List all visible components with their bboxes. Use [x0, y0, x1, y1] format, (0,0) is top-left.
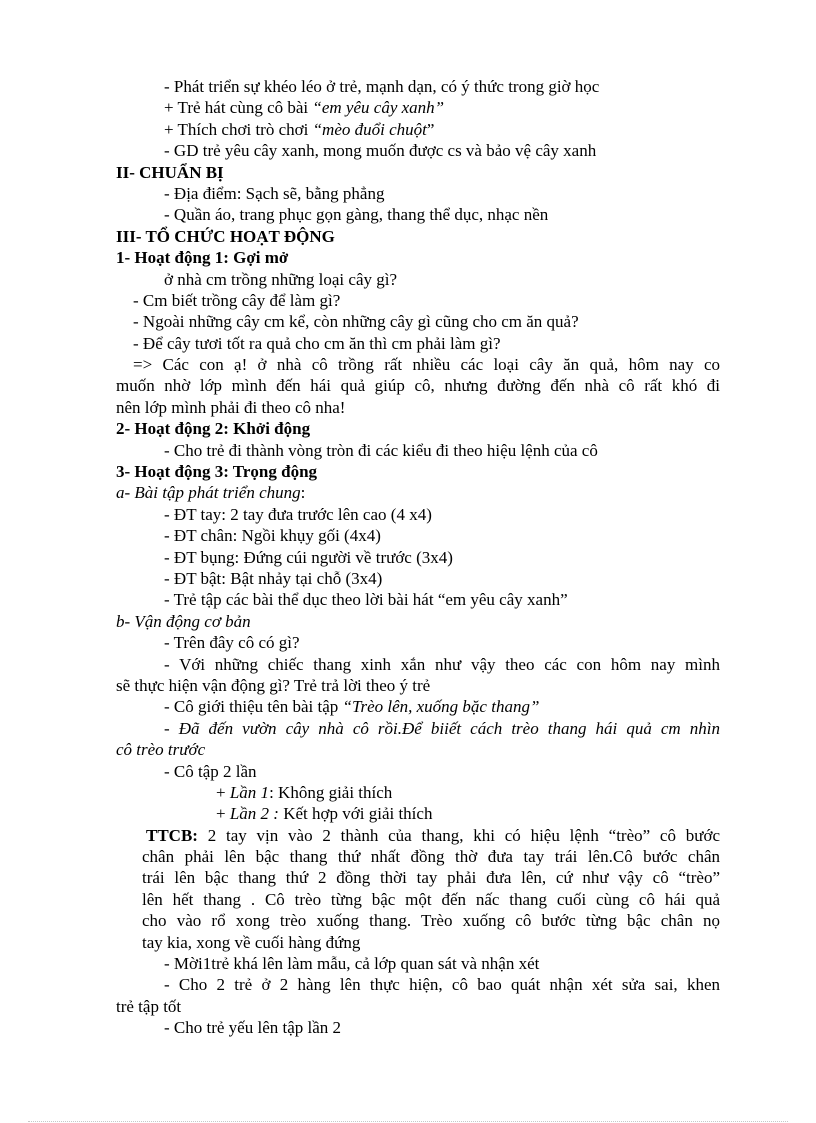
text-line: - Quần áo, trang phục gọn gàng, thang thể dục, nhạc nền — [164, 205, 549, 225]
page-bottom-divider — [28, 1121, 788, 1122]
section-heading: III- TỔ CHỨC HOẠT ĐỘNG — [116, 226, 335, 246]
text-line: - Cho trẻ yếu lên tập lần 2 — [164, 1018, 342, 1038]
text-span: : Không giải thích — [269, 782, 393, 802]
text-span: ” — [426, 119, 435, 139]
ttcb-line — [116, 825, 720, 846]
text-line: - ĐT chân: Ngồi khụy gối (4x4) — [164, 526, 381, 546]
paragraph-line: - Đã đến vườn cây nhà cô rồi.Để biiết cách trèo thang hái quả cm nhìn — [164, 718, 720, 738]
game-title: “mèo đuổi chuột — [312, 119, 427, 139]
paragraph-line: nên lớp mình phải đi theo cô nha! — [116, 397, 346, 417]
text-line — [116, 119, 720, 140]
paragraph-line: trẻ tập tốt — [116, 996, 182, 1016]
text-line: - ĐT tay: 2 tay đưa trước lên cao (4 x4) — [164, 504, 432, 524]
round-label: Lần 2 : — [229, 804, 279, 824]
text-line: - Ngoài những cây cm kể, còn những cây gì cũng cho cm ăn quả? — [133, 312, 579, 332]
ttcb-label: TTCB: — [146, 825, 198, 845]
ttcb-line: chân phải lên bậc thang thứ nhất đồng thờ đưa tay trái lên.Cô bước chân — [142, 847, 720, 867]
activity-heading: 2- Hoạt động 2: Khởi động — [116, 419, 311, 439]
subsection-title: a- Bài tập phát triển chung — [116, 483, 301, 503]
text-span: + Thích chơi trò chơi — [164, 119, 313, 139]
text-span: 2 tay vịn vào 2 thành của thang, khi có hiệu lệnh “trèo” cô bước — [197, 825, 720, 845]
text-line: - Trẻ tập các bài thể dục theo lời bài hát “em yêu cây xanh” — [164, 590, 568, 610]
activity-heading: 1- Hoạt động 1: Gợi mở — [116, 248, 289, 268]
text-span: : — [300, 483, 306, 503]
text-line — [116, 696, 720, 717]
paragraph-line: - Với những chiếc thang xinh xắn như vậy theo các con hôm nay mình — [164, 654, 720, 674]
text-line: - Cho trẻ đi thành vòng tròn đi các kiểu đi theo hiệu lệnh của cô — [164, 440, 598, 460]
text-line: ở nhà cm trồng những loại cây gì? — [164, 269, 398, 289]
ttcb-line: tay kia, xong về cuối hàng đứng — [142, 932, 361, 952]
text-line: - Để cây tươi tốt ra quả cho cm ăn thì cm phải làm gì? — [133, 333, 501, 353]
text-span: - Cô giới thiệu tên bài tập — [164, 697, 343, 717]
paragraph-line: cô trèo trước — [116, 740, 206, 760]
text-line: - Phát triển sự khéo léo ở trẻ, mạnh dạn, có ý thức trong giờ học — [164, 77, 600, 96]
text-span: Kết hợp với giải thích — [278, 804, 433, 824]
paragraph-line: muốn nhờ lớp mình đến hái quả giúp cô, nhưng đường đến nhà cô rất khó đi — [116, 376, 720, 396]
paragraph-line: - Cho 2 trẻ ở 2 hàng lên thực hiện, cô bao quát nhận xét sửa sai, khen — [164, 975, 720, 995]
text-line: - Cm biết trồng cây để làm gì? — [133, 290, 341, 310]
paragraph-line: sẽ thực hiện vận động gì? Trẻ trả lời theo ý trẻ — [116, 675, 431, 695]
ttcb-line: trái lên bậc thang thứ 2 đồng thời tay phải đưa lên, cứ như vậy cô “trèo” — [142, 868, 720, 888]
exercise-title: “Trèo lên, xuống bặc thang” — [342, 697, 540, 717]
text-span: + — [216, 782, 230, 802]
ttcb-line: lên hết thang . Cô trèo từng bậc một đến nấc thang cuối cùng cô hái quả — [142, 889, 720, 909]
ttcb-line: cho vào rổ xong trèo xuống thang. Trèo xuống cô bước từng bậc chân nọ — [142, 911, 720, 931]
text-line — [116, 97, 720, 118]
text-line: - ĐT bụng: Đứng cúi người về trước (3x4) — [164, 547, 453, 567]
song-title: “em yêu cây xanh” — [312, 98, 445, 118]
text-line: - Địa điểm: Sạch sẽ, bằng phẳng — [164, 183, 385, 203]
subsection-heading — [116, 482, 720, 503]
text-line: - GD trẻ yêu cây xanh, mong muốn được cs và bảo vệ cây xanh — [164, 141, 597, 161]
text-span: + Trẻ hát cùng cô bài — [164, 98, 313, 118]
text-line — [116, 803, 720, 824]
section-heading: II- CHUẨN BỊ — [116, 162, 224, 182]
round-label: Lần 1 — [229, 782, 270, 802]
text-line: - Trên đây cô có gì? — [164, 633, 300, 653]
text-line: - Mời1trẻ khá lên làm mẫu, cả lớp quan sát và nhận xét — [164, 954, 540, 974]
document-body — [116, 76, 720, 1039]
paragraph-line: => Các con ạ! ở nhà cô trồng rất nhiều các loại cây ăn quả, hôm nay co — [133, 355, 720, 375]
text-span: + — [216, 804, 230, 824]
text-line: - ĐT bật: Bật nhảy tại chỗ (3x4) — [164, 568, 383, 588]
text-line: - Cô tập 2 lần — [164, 761, 257, 781]
text-line — [116, 782, 720, 803]
subsection-heading: b- Vận động cơ bản — [116, 611, 251, 631]
activity-heading: 3- Hoạt động 3: Trọng động — [116, 462, 318, 482]
